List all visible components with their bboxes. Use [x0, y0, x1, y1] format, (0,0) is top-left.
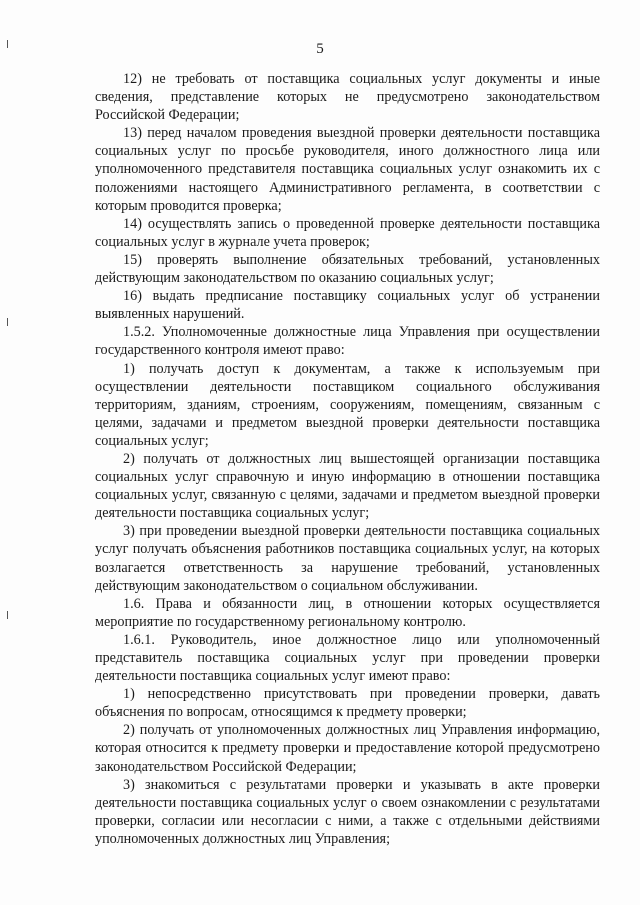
- paragraph: 12) не требовать от поставщика социальных услуг документы и иные сведения, представление которых не предусмотрено законодательством Российской Федерации;: [95, 71, 600, 124]
- paragraph: 3) знакомиться с результатами проверки и указывать в акте проверки деятельности поставщика социальных услуг о своем ознакомлении с результатами проверки, согласии или несогласии с ними, а также с отдельными действиями уполномоченных должностных лиц Управления;: [95, 776, 600, 847]
- margin-mark: [7, 318, 8, 326]
- page-number: 5: [316, 41, 324, 57]
- paragraph: 14) осуществлять запись о проведенной проверке деятельности поставщика социальных услуг в журнале учета проверок;: [95, 215, 600, 250]
- paragraph: 1) получать доступ к документам, а также к используемым при осуществлении деятельности поставщиком социального обслуживания территориям, зданиям, строениям, сооружениям, помещениям, связанным с целями, задачами и предметом выездной проверки деятельности поставщика социальных услуг;: [95, 360, 600, 449]
- paragraph: 16) выдать предписание поставщику социальных услуг об устранении выявленных нарушений.: [95, 288, 600, 323]
- paragraph: 15) проверять выполнение обязательных требований, установленных действующим законодательством по оказанию социальных услуг;: [95, 251, 600, 287]
- document-body: [95, 70, 600, 848]
- paragraph: 1.5.2. Уполномоченные должностные лица Управления при осуществлении государственного контроля имеют право:: [95, 324, 600, 359]
- margin-mark: [7, 611, 8, 619]
- paragraph: 13) перед началом проведения выездной проверки деятельности поставщика социальных услуг по просьбе руководителя, иного должностного лица или уполномоченного представителя поставщика социальных услуг ознакомить их с положениями настоящего Административного регламента, в соответствии с которым проводится проверка;: [95, 125, 600, 214]
- paragraph: 2) получать от уполномоченных должностных лиц Управления информацию, которая относится к предмету проверки и предоставление которой предусмотрено законодательством Российской Федерации;: [95, 722, 600, 775]
- paragraph: 1.6.1. Руководитель, иное должностное лицо или уполномоченный представитель поставщика социальных услуг при проведении проверки деятельности поставщика социальных услуг имеют право:: [95, 631, 600, 685]
- paragraph: 2) получать от должностных лиц вышестоящей организации поставщика социальных услуг справочную и иную информацию в отношении поставщика социальных услуг, связанную с целями, задачами и предметом выездной проверки деятельности поставщика социальных услуг;: [95, 450, 600, 522]
- paragraph: 1) непосредственно присутствовать при проведении проверки, давать объяснения по вопросам, относящимся к предмету проверки;: [95, 686, 600, 721]
- paragraph: 1.6. Права и обязанности лиц, в отношении которых осуществляется мероприятие по государственному региональному контролю.: [95, 595, 600, 630]
- paragraph: 3) при проведении выездной проверки деятельности поставщика социальных услуг получать объяснения работников поставщика социальных услуг, на которых возлагается ответственность за нарушение требований, установленных действующим законодательством о социальном обслуживании.: [95, 523, 600, 594]
